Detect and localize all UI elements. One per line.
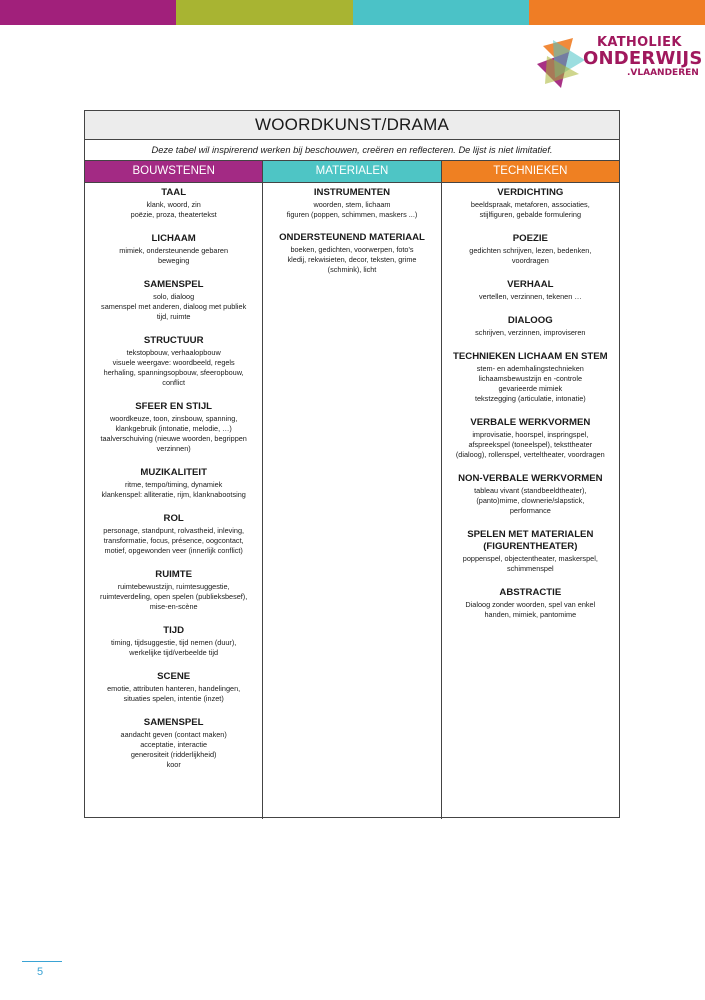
technieken-item <box>448 351 613 404</box>
technieken-item-description: Dialoog zonder woorden, spel van enkel handen, mimiek, pantomime <box>465 600 596 619</box>
table-title: WOORDKUNST/DRAMA <box>85 111 619 140</box>
bouwstenen-item-description: aandacht geven (contact maken) acceptatie, interactie generositeit (ridderlijkheid) koor <box>120 730 227 769</box>
bouwstenen-item-description: ritme, tempo/timing, dynamiek klankenspel: alliteratie, rijm, klanknabootsing <box>101 480 246 499</box>
bouwstenen-item-description: solo, dialoog samenspel met anderen, dialoog met publiek tijd, ruimte <box>101 292 247 321</box>
materialen-item-description: woorden, stem, lichaam figuren (poppen, schimmen, maskers ...) <box>286 200 418 219</box>
katholiek-onderwijs-logo <box>535 34 703 94</box>
materialen-item-description: boeken, gedichten, voorwerpen, foto's kledij, rekwisieten, decor, teksten, grime (schmink), licht <box>287 245 417 274</box>
technieken-item-description: tableau vivant (standbeeldtheater), (panto)mime, clownerie/slapstick, performance <box>474 486 587 515</box>
bouwstenen-item-title: SFEER EN STIJL <box>135 401 213 412</box>
bouwstenen-item <box>91 335 256 388</box>
technieken-item-title: VERHAAL <box>507 279 554 290</box>
bouwstenen-item-description: timing, tijdsuggestie, tijd nemen (duur), werkelijke tijd/verbeelde tijd <box>111 638 237 657</box>
materialen-item-title: ONDERSTEUNEND MATERIAAL <box>279 232 425 243</box>
technieken-item <box>448 187 613 220</box>
bouwstenen-item-title: ROL <box>163 513 184 524</box>
page-number: 5 <box>37 966 44 978</box>
bouwstenen-item <box>91 671 256 704</box>
bouwstenen-item-description: personage, standpunt, rolvastheid, inleving, transformatie, focus, présence, oogcontact, motief, opgewonden veer (innerlijk conflict) <box>103 526 245 555</box>
bouwstenen-item-description: mimiek, ondersteunende gebaren beweging <box>119 246 229 265</box>
technieken-item-title: ABSTRACTIE <box>499 587 562 598</box>
materialen-item <box>269 232 434 275</box>
column-technieken <box>441 183 619 819</box>
technieken-item <box>448 315 613 338</box>
bouwstenen-item-description: tekstopbouw, verhaalopbouw visuele weergave: woordbeeld, regels herhaling, spanningsopbouw, sfeeropbouw, conflict <box>103 348 244 387</box>
bouwstenen-item-title: STRUCTUUR <box>143 335 204 346</box>
bouwstenen-item-description: klank, woord, zin poëzie, proza, theatertekst <box>130 200 217 219</box>
technieken-item-description: vertellen, verzinnen, tekenen … <box>479 292 582 301</box>
page-number-rule <box>22 961 62 962</box>
materialen-item <box>269 187 434 220</box>
technieken-item-title: VERBALE WERKVORMEN <box>470 417 591 428</box>
bouwstenen-item <box>91 187 256 220</box>
column-materialen <box>262 183 440 819</box>
bouwstenen-item-description: woordkeuze, toon, zinsbouw, spanning, klankgebruik (intonatie, melodie, …) taalverschuiving (nieuwe woorden, begrippen verzinnen) <box>100 414 247 453</box>
technieken-item-title: DIALOOG <box>507 315 553 326</box>
technieken-item-title: TECHNIEKEN LICHAAM EN STEM <box>453 351 608 362</box>
technieken-item <box>448 233 613 266</box>
bouwstenen-item <box>91 625 256 658</box>
table-subtitle: Deze tabel wil inspirerend werken bij beschouwen, creëren en reflecteren. De lijst is niet limitatief. <box>85 140 619 161</box>
technieken-item-description: stem- en ademhalingstechnieken lichaamsbewustzijn en -controle gevarieerde mimiek tekstzegging (articulatie, intonatie) <box>474 364 586 403</box>
technieken-item-description: poppenspel, objectentheater, maskerspel, schimmenspel <box>462 554 598 573</box>
header-bouwstenen: BOUWSTENEN <box>85 161 262 182</box>
technieken-item <box>448 529 613 574</box>
bouwstenen-item-title: LICHAAM <box>151 233 196 244</box>
color-bar-green <box>176 0 352 25</box>
table-header-row <box>85 161 619 183</box>
logo-line-3: .VLAANDEREN <box>627 68 699 78</box>
technieken-item-title: NON-VERBALE WERKVORMEN <box>458 473 603 484</box>
technieken-item-description: beeldspraak, metaforen, associaties, stijlfiguren, gebalde formulering <box>470 200 590 219</box>
technieken-item-title: SPELEN MET MATERIALEN (FIGURENTHEATER) <box>467 529 594 552</box>
technieken-item-title: VERDICHTING <box>497 187 564 198</box>
bouwstenen-item-title: SAMENSPEL <box>143 717 204 728</box>
color-bar-teal <box>353 0 529 25</box>
bouwstenen-item-title: SAMENSPEL <box>143 279 204 290</box>
logo-line-2: ONDERWIJS <box>583 48 703 69</box>
bouwstenen-item <box>91 467 256 500</box>
column-bouwstenen <box>85 183 262 819</box>
technieken-item-description: schrijven, verzinnen, improviseren <box>475 328 586 337</box>
color-bar-orange <box>529 0 705 25</box>
bouwstenen-item <box>91 717 256 770</box>
bouwstenen-item-description: emotie, attributen hanteren, handelingen, situaties spelen, intentie (inzet) <box>107 684 241 703</box>
bouwstenen-item <box>91 233 256 266</box>
bouwstenen-item <box>91 401 256 454</box>
technieken-item <box>448 473 613 516</box>
technieken-item-description: improvisatie, hoorspel, inspringspel, afspreekspel (toneelspel), teksttheater (dialoog), rollenspel, verteltheater, voordragen <box>455 430 605 459</box>
bouwstenen-item-title: TAAL <box>161 187 187 198</box>
technieken-item <box>448 417 613 460</box>
technieken-item-description: gedichten schrijven, lezen, bedenken, voordragen <box>469 246 592 265</box>
bouwstenen-item-title: SCENE <box>157 671 191 682</box>
woordkunst-drama-table <box>84 110 620 818</box>
header-technieken: TECHNIEKEN <box>441 161 619 182</box>
bouwstenen-item-title: TIJD <box>163 625 185 636</box>
color-bar-purple <box>0 0 176 25</box>
bouwstenen-item-title: MUZIKALITEIT <box>140 467 207 478</box>
top-color-bar <box>0 0 705 25</box>
bouwstenen-item-description: ruimtebewustzijn, ruimtesuggestie, ruimteverdeling, open spelen (publieksbesef), mise-en-scène <box>100 582 248 611</box>
bouwstenen-item <box>91 569 256 612</box>
materialen-item-title: INSTRUMENTEN <box>313 187 391 198</box>
header-materialen: MATERIALEN <box>262 161 440 182</box>
technieken-item <box>448 279 613 302</box>
technieken-item <box>448 587 613 620</box>
logo-line-1: KATHOLIEK <box>597 35 682 50</box>
technieken-item-title: POEZIE <box>512 233 548 244</box>
bouwstenen-item-title: RUIMTE <box>155 569 193 580</box>
bouwstenen-item <box>91 279 256 322</box>
bouwstenen-item <box>91 513 256 556</box>
